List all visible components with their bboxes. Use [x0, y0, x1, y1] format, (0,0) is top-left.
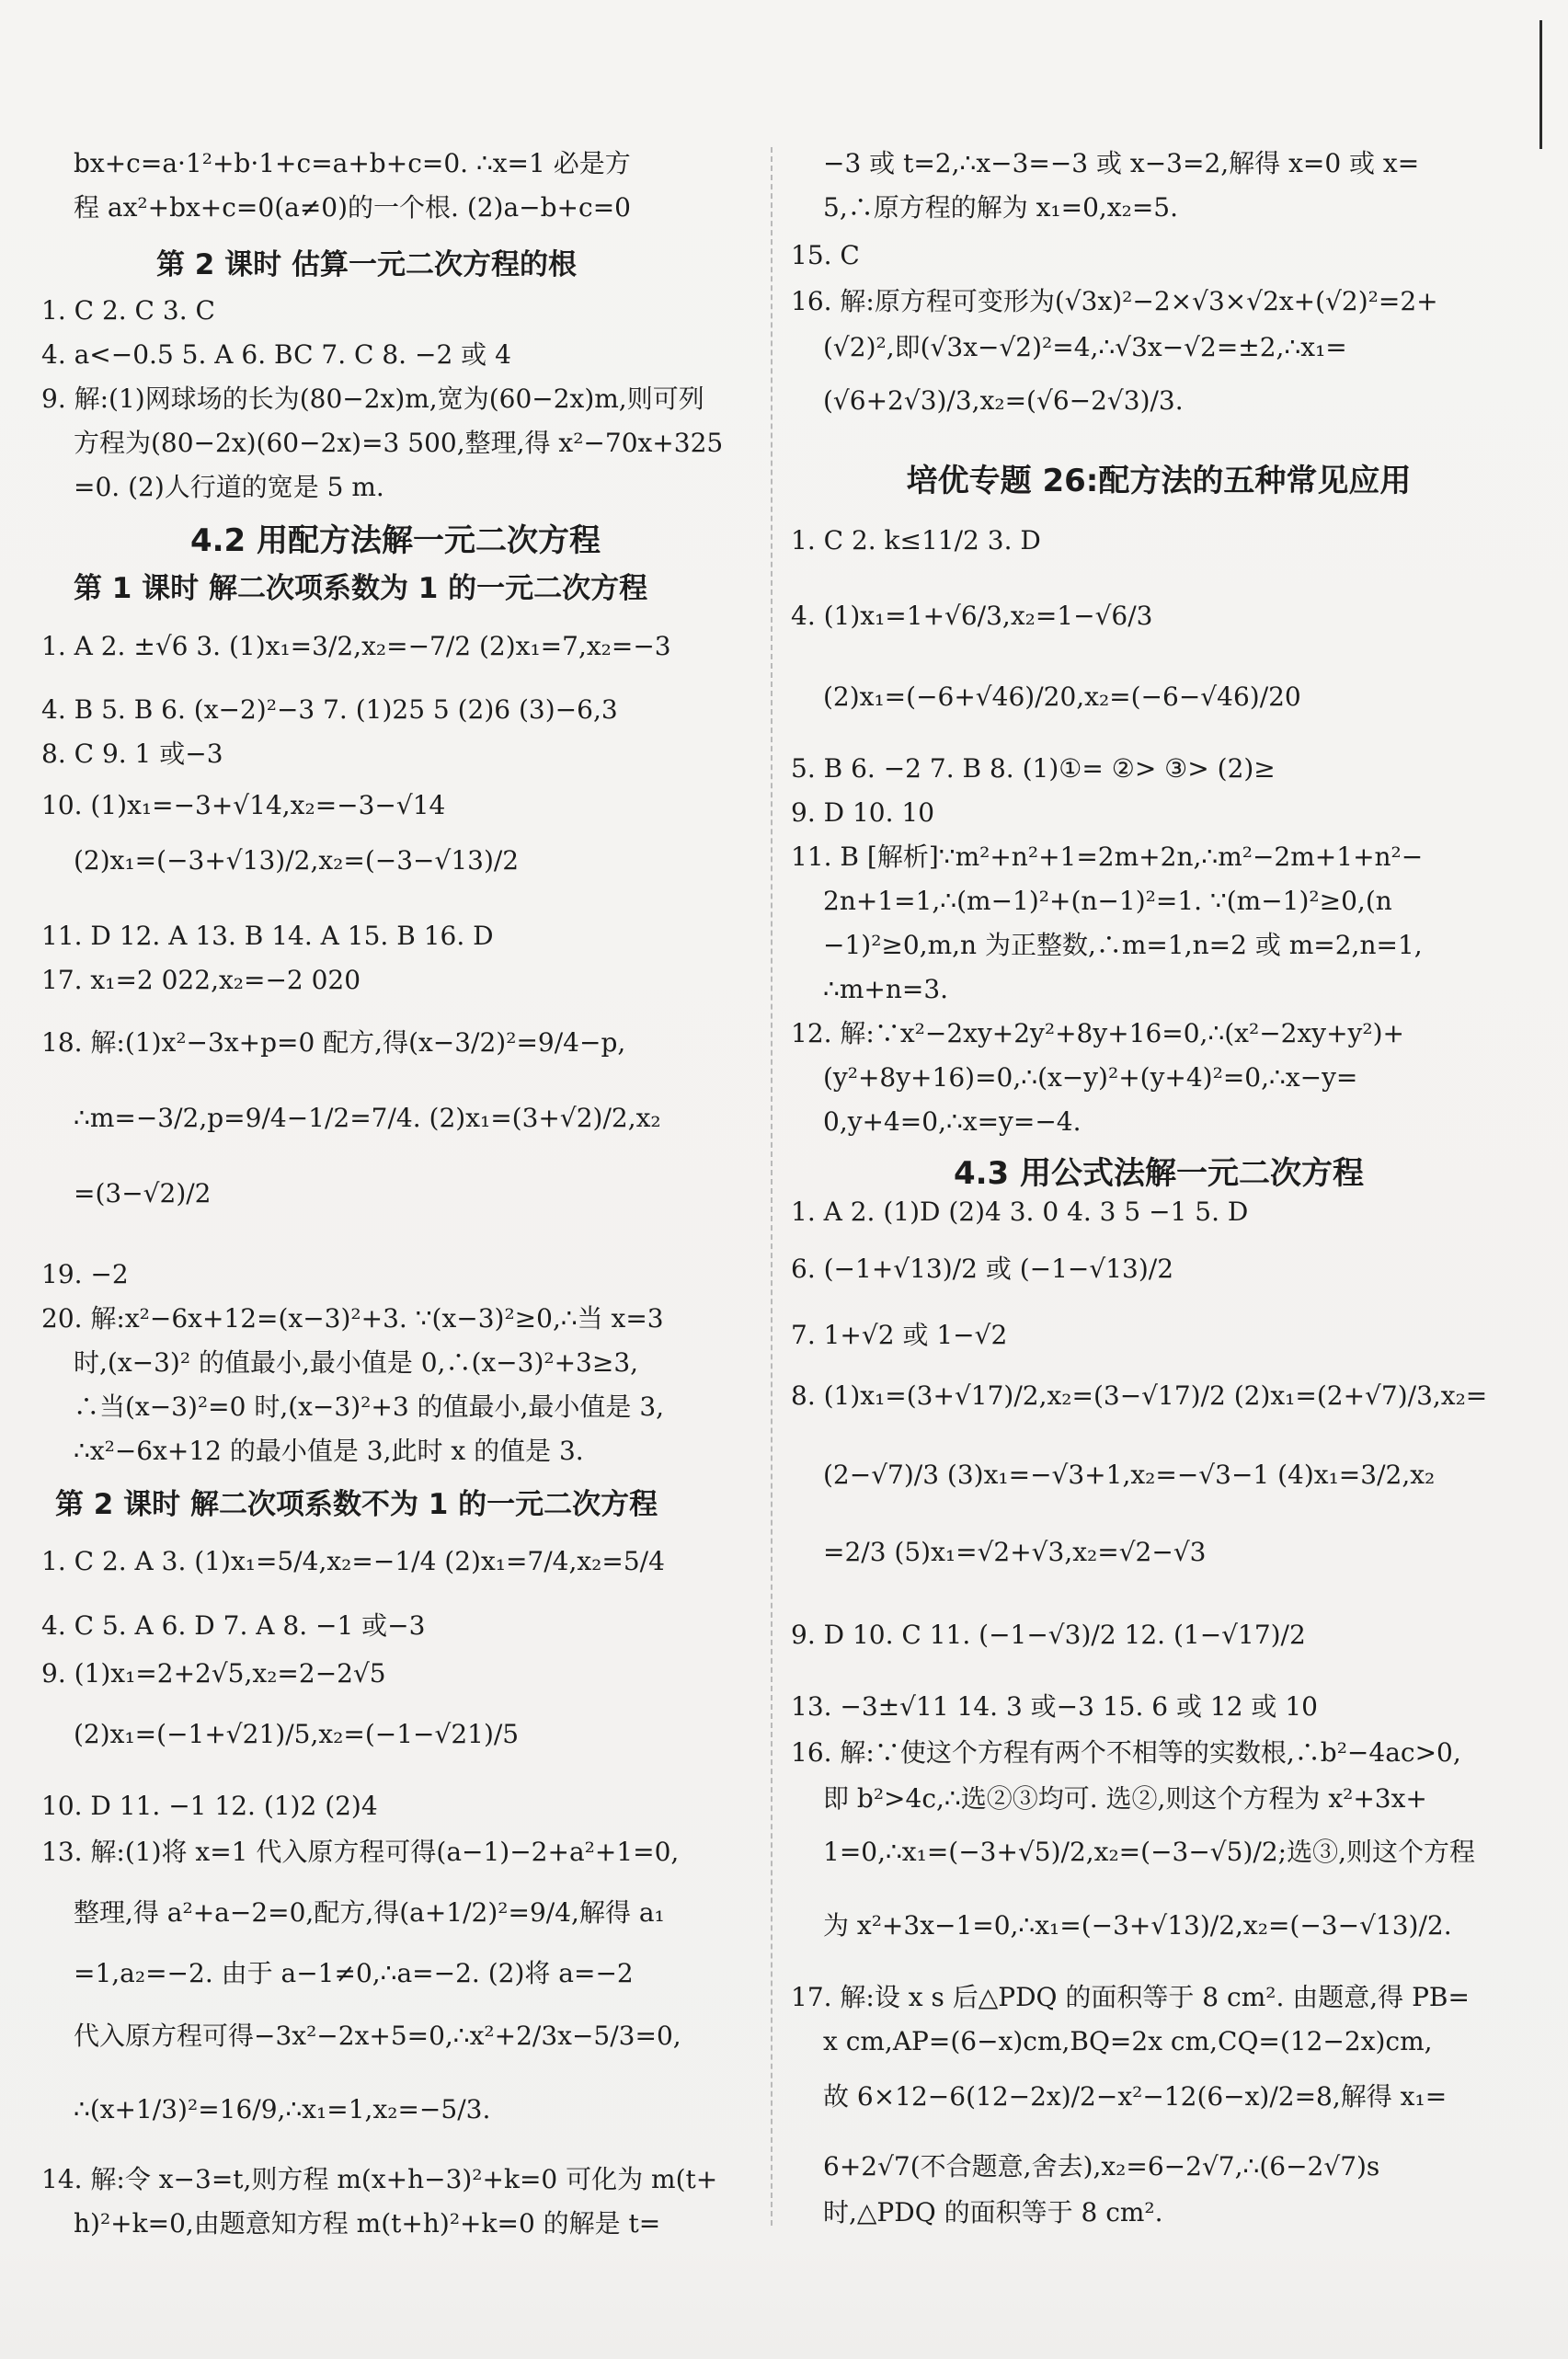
lesson-heading: 第 2 课时 解二次项系数不为 1 的一元二次方程: [55, 1488, 658, 1521]
answer-line: 2n+1=1,∴(m−1)²+(n−1)²=1. ∵(m−1)²≥0,(n: [823, 886, 1392, 916]
answer-line: −1)²≥0,m,n 为正整数,∴m=1,n=2 或 m=2,n=1,: [823, 930, 1423, 960]
answer-line: 1. A 2. (1)D (2)4 3. 0 4. 3 5 −1 5. D: [791, 1197, 1249, 1227]
answer-line: (2−√7)/3 (3)x₁=−√3+1,x₂=−√3−1 (4)x₁=3/2,x₂: [823, 1460, 1436, 1490]
section-heading: 4.2 用配方法解一元二次方程: [189, 522, 601, 559]
answer-line: ∴m+n=3.: [823, 974, 949, 1004]
answer-line: 18. 解:(1)x²−3x+p=0 配方,得(x−3/2)²=9/4−p,: [41, 1027, 626, 1058]
page-bottom-margin: [0, 2244, 1568, 2359]
lesson-heading: 第 1 课时 解二次项系数为 1 的一元二次方程: [74, 572, 648, 605]
answer-line: 10. D 11. −1 12. (1)2 (2)4: [41, 1791, 378, 1821]
answer-line: (2)x₁=(−3+√13)/2,x₂=(−3−√13)/2: [74, 845, 520, 876]
answer-line: 1. C 2. C 3. C: [41, 295, 215, 326]
answer-line: 16. 解:原方程可变形为(√3x)²−2×√3×√2x+(√2)²=2+: [791, 286, 1438, 316]
answer-line: 4. (1)x₁=1+√6/3,x₂=1−√6/3: [791, 601, 1153, 631]
section-heading: 4.3 用公式法解一元二次方程: [953, 1155, 1365, 1192]
column-divider: [771, 147, 773, 2226]
answer-line: 13. 解:(1)将 x=1 代入原方程可得(a−1)−2+a²+1=0,: [41, 1837, 680, 1867]
answer-line: 程 ax²+bx+c=0(a≠0)的一个根. (2)a−b+c=0: [74, 192, 631, 223]
answer-line: =1,a₂=−2. 由于 a−1≠0,∴a=−2. (2)将 a=−2: [74, 1958, 634, 1988]
answer-line: 5. B 6. −2 7. B 8. (1)①= ②> ③> (2)≥: [791, 753, 1276, 784]
answer-line: (2)x₁=(−6+√46)/20,x₂=(−6−√46)/20: [823, 681, 1301, 712]
answer-line: 1. C 2. k≤11/2 3. D: [791, 525, 1041, 555]
answer-line: 整理,得 a²+a−2=0,配方,得(a+1/2)²=9/4,解得 a₁: [74, 1897, 665, 1928]
answer-line: ∴x²−6x+12 的最小值是 3,此时 x 的值是 3.: [74, 1436, 584, 1466]
answer-line: ∴(x+1/3)²=16/9,∴x₁=1,x₂=−5/3.: [74, 2094, 491, 2124]
answer-line: 16. 解:∵使这个方程有两个不相等的实数根,∴b²−4ac>0,: [791, 1737, 1461, 1768]
answer-line: ∴当(x−3)²=0 时,(x−3)²+3 的值最小,最小值是 3,: [74, 1391, 665, 1422]
answer-line: =0. (2)人行道的宽是 5 m.: [74, 472, 384, 502]
answer-line: 9. D 10. C 11. (−1−√3)/2 12. (1−√17)/2: [791, 1620, 1306, 1650]
section-heading: 培优专题 26:配方法的五种常见应用: [906, 463, 1412, 499]
answer-line: bx+c=a·1²+b·1+c=a+b+c=0. ∴x=1 必是方: [74, 148, 631, 178]
answer-line: 8. (1)x₁=(3+√17)/2,x₂=(3−√17)/2 (2)x₁=(2+√7)/3,x₂=: [791, 1380, 1488, 1411]
answer-line: 故 6×12−6(12−2x)/2−x²−12(6−x)/2=8,解得 x₁=: [823, 2081, 1448, 2112]
answer-line: (√6+2√3)/3,x₂=(√6−2√3)/3.: [823, 385, 1184, 416]
answer-line: 1. A 2. ±√6 3. (1)x₁=3/2,x₂=−7/2 (2)x₁=7,x₂=−3: [41, 631, 671, 661]
answer-line: 为 x²+3x−1=0,∴x₁=(−3+√13)/2,x₂=(−3−√13)/2.: [823, 1910, 1452, 1941]
answer-line: 10. (1)x₁=−3+√14,x₂=−3−√14: [41, 790, 446, 820]
answer-line: 0,y+4=0,∴x=y=−4.: [823, 1106, 1082, 1137]
answer-line: 4. a<−0.5 5. A 6. BC 7. C 8. −2 或 4: [41, 339, 511, 370]
answer-line: 7. 1+√2 或 1−√2: [791, 1320, 1008, 1350]
answer-line: 15. C: [791, 240, 860, 270]
lesson-heading: 第 2 课时 估算一元二次方程的根: [156, 248, 577, 281]
page-edge-line: [1539, 20, 1542, 149]
answer-line: 时,△PDQ 的面积等于 8 cm².: [823, 2197, 1163, 2227]
answer-line: 12. 解:∵x²−2xy+2y²+8y+16=0,∴(x²−2xy+y²)+: [791, 1018, 1404, 1048]
answer-line: 4. B 5. B 6. (x−2)²−3 7. (1)25 5 (2)6 (3)−6,3: [41, 694, 618, 725]
answer-line: 17. 解:设 x s 后△PDQ 的面积等于 8 cm². 由题意,得 PB=: [791, 1982, 1470, 2012]
answer-line: 20. 解:x²−6x+12=(x−3)²+3. ∵(x−3)²≥0,∴当 x=3: [41, 1303, 664, 1334]
answer-line: 1. C 2. A 3. (1)x₁=5/4,x₂=−1/4 (2)x₁=7/4,x₂=5/4: [41, 1546, 665, 1576]
answer-line: =2/3 (5)x₁=√2+√3,x₂=√2−√3: [823, 1537, 1207, 1567]
answer-line: 9. D 10. 10: [791, 797, 935, 828]
answer-line: 9. 解:(1)网球场的长为(80−2x)m,宽为(60−2x)m,则可列: [41, 384, 704, 414]
answer-line: 13. −3±√11 14. 3 或−3 15. 6 或 12 或 10: [791, 1691, 1318, 1722]
answer-line: 14. 解:令 x−3=t,则方程 m(x+h−3)²+k=0 可化为 m(t+: [41, 2164, 718, 2194]
answer-line: =(3−√2)/2: [74, 1178, 212, 1208]
answer-line: (√2)²,即(√3x−√2)²=4,∴√3x−√2=±2,∴x₁=: [823, 332, 1347, 362]
answer-line: (2)x₁=(−1+√21)/5,x₂=(−1−√21)/5: [74, 1719, 520, 1749]
answer-line: 1=0,∴x₁=(−3+√5)/2,x₂=(−3−√5)/2;选③,则这个方程: [823, 1837, 1475, 1867]
answer-line: 17. x₁=2 022,x₂=−2 020: [41, 965, 361, 995]
answer-line: 6+2√7(不合题意,舍去),x₂=6−2√7,∴(6−2√7)s: [823, 2151, 1380, 2182]
answer-line: 方程为(80−2x)(60−2x)=3 500,整理,得 x²−70x+325: [74, 428, 724, 458]
answer-line: 8. C 9. 1 或−3: [41, 739, 223, 769]
answer-line: 代入原方程可得−3x²−2x+5=0,∴x²+2/3x−5/3=0,: [74, 2021, 681, 2051]
answer-line: 6. (−1+√13)/2 或 (−1−√13)/2: [791, 1254, 1174, 1284]
answer-line: (y²+8y+16)=0,∴(x−y)²+(y+4)²=0,∴x−y=: [823, 1062, 1358, 1093]
answer-line: 11. B [解析]∵m²+n²+1=2m+2n,∴m²−2m+1+n²−: [791, 842, 1424, 872]
answer-line: 9. (1)x₁=2+2√5,x₂=2−2√5: [41, 1658, 386, 1689]
answer-line: ∴m=−3/2,p=9/4−1/2=7/4. (2)x₁=(3+√2)/2,x₂: [74, 1103, 661, 1133]
answer-line: 5,∴原方程的解为 x₁=0,x₂=5.: [823, 192, 1178, 223]
answer-line: −3 或 t=2,∴x−3=−3 或 x−3=2,解得 x=0 或 x=: [823, 148, 1420, 178]
answer-line: 即 b²>4c,∴选②③均可. 选②,则这个方程为 x²+3x+: [823, 1783, 1427, 1814]
answer-line: 11. D 12. A 13. B 14. A 15. B 16. D: [41, 921, 494, 951]
answer-line: 19. −2: [41, 1259, 129, 1289]
answer-line: x cm,AP=(6−x)cm,BQ=2x cm,CQ=(12−2x)cm,: [823, 2026, 1433, 2056]
answer-line: 4. C 5. A 6. D 7. A 8. −1 或−3: [41, 1610, 426, 1641]
answer-line: 时,(x−3)² 的值最小,最小值是 0,∴(x−3)²+3≥3,: [74, 1347, 639, 1378]
answer-line: h)²+k=0,由题意知方程 m(t+h)²+k=0 的解是 t=: [74, 2208, 661, 2239]
